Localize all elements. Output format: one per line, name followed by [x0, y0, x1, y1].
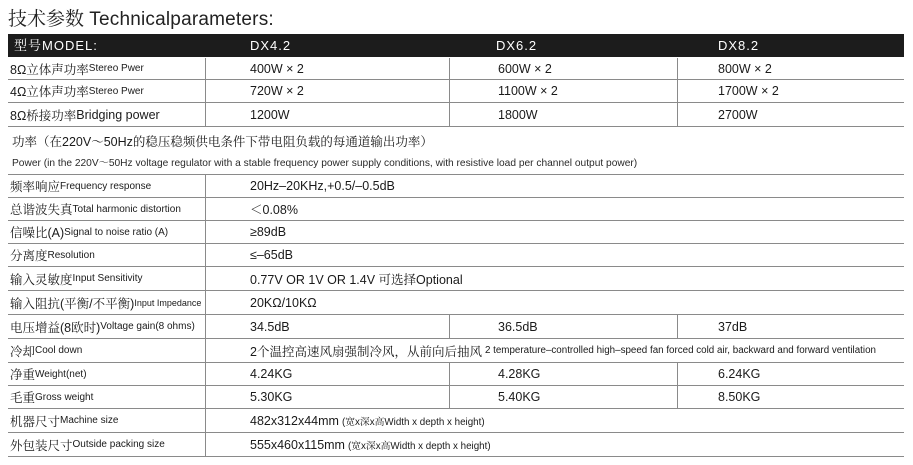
row-value: 800W × 2: [718, 61, 772, 76]
row-value: 20KΩ/10KΩ: [250, 295, 317, 310]
row-value: ≤–65dB: [250, 248, 294, 262]
table-row: [8, 267, 904, 291]
row-value: 5.30KG: [206, 386, 450, 408]
title-en: Technicalparameters:: [89, 9, 274, 30]
row-label: 机器尺寸 Machine size: [8, 409, 206, 432]
row-value: 600W × 2: [450, 58, 678, 79]
row-value: 2个温控高速风扇强制冷风，从前向后抽风 2 temperature–controlled high–speed fan forced cold air, backward and forward ventilation: [250, 344, 876, 359]
table-header: [8, 34, 904, 57]
row-label: 8Ω桥接功率 Bridging power: [8, 103, 206, 126]
table-row: [8, 221, 904, 244]
model-dx42: DX4.2: [250, 38, 292, 53]
table-row: [8, 386, 904, 409]
row-label: 毛重 Gross weight: [8, 386, 206, 408]
model-dx82: DX8.2: [718, 38, 760, 53]
row-label: 8Ω立体声功率 Stereo Pwer: [8, 58, 206, 79]
row-value: 0.77V OR 1V OR 1.4V 可选择Optional: [250, 272, 463, 287]
row-value: ＜0.08%: [250, 203, 298, 217]
row-value: 4.28KG: [450, 363, 678, 385]
row-label: 分离度 Resolution: [8, 244, 206, 266]
power-note-en: Power (in the 220V～50Hz voltage regulator with a stable frequency power supply conditions, with resistive load per channel output power): [12, 158, 638, 169]
row-label: 外包装尺寸 Outside packing size: [8, 433, 206, 456]
row-value: 34.5dB: [206, 315, 450, 338]
row-value: 720W × 2: [206, 80, 450, 102]
model-dx62: DX6.2: [496, 38, 538, 53]
row-value: 1200W: [206, 103, 450, 126]
row-value: ≥89dB: [250, 225, 287, 239]
table-row: [8, 58, 904, 80]
row-label: 信噪比(A) Signal to noise ratio (A): [8, 221, 206, 243]
row-label: 输入阻抗(平衡/不平衡) Input Impedance: [8, 291, 206, 314]
row-label: 电压增益(8欧时) Voltage gain(8 ohms): [8, 315, 206, 338]
row-label: 冷却 Cool down: [8, 339, 206, 362]
row-value: 1100W × 2: [450, 80, 678, 102]
row-value: 8.50KG: [718, 390, 761, 404]
power-note-cn: 功率（在220V～50Hz的稳压稳频供电条件下带电阻负载的每通道输出功率）: [12, 135, 433, 149]
table-row: [8, 433, 904, 457]
page-title: [8, 4, 274, 31]
row-label: 输入灵敏度 Input Sensitivity: [8, 267, 206, 290]
table-row: [8, 409, 904, 433]
table-row: [8, 103, 904, 127]
row-label: 总谐波失真 Total harmonic distortion: [8, 198, 206, 220]
table-row: [8, 315, 904, 339]
row-label: 4Ω立体声功率 Stereo Pwer: [8, 80, 206, 102]
row-value: 555x460x115mm (宽x深x高Width x depth x height): [250, 437, 491, 452]
row-value: 20Hz–20KHz,+0.5/–0.5dB: [250, 179, 395, 193]
table-row: [8, 198, 904, 221]
table-row: [8, 363, 904, 386]
table-row: [8, 80, 904, 103]
title-cn: 技术参数: [8, 9, 85, 30]
row-label: 频率响应 Frequency response: [8, 175, 206, 197]
row-value: 400W × 2: [206, 58, 450, 79]
row-value: 36.5dB: [450, 315, 678, 338]
table-row: [8, 339, 904, 363]
row-value: 2700W: [718, 107, 758, 122]
row-value: 37dB: [718, 319, 748, 334]
table-row: [8, 291, 904, 315]
row-label: 净重 Weight(net): [8, 363, 206, 385]
table-row: [8, 244, 904, 267]
row-value: 4.24KG: [206, 363, 450, 385]
row-value: 1700W × 2: [718, 84, 779, 98]
row-value: 6.24KG: [718, 367, 761, 381]
row-value: 5.40KG: [450, 386, 678, 408]
row-value: 482x312x44mm (宽x深x高Width x depth x height): [250, 413, 485, 428]
model-header-label: 型号MODEL:: [14, 38, 98, 53]
table-row: [8, 175, 904, 198]
row-value: 1800W: [450, 103, 678, 126]
